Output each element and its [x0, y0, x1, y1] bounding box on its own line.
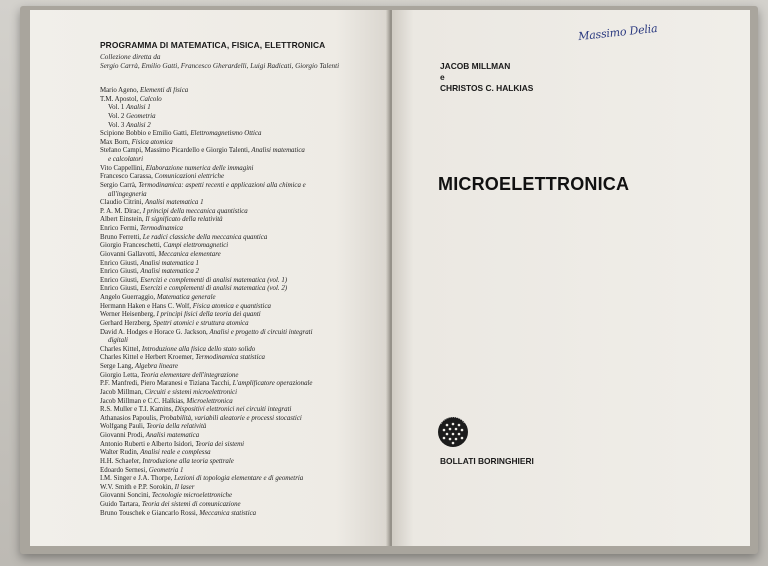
book-author: Giovanni Gallavotti,	[100, 250, 159, 258]
collection-editor-names: Sergio Carrà, Emilio Gatti, Francesco Gherardelli, Luigi Radicati, Giorgio Talenti	[100, 62, 340, 71]
book-entry	[100, 329, 390, 338]
book-entry	[100, 406, 390, 415]
book-title-italic: Campi elettromagnetici	[163, 242, 229, 250]
book-author: Serge Lang,	[100, 363, 135, 370]
book-entry	[100, 130, 390, 139]
book-entry	[100, 182, 390, 191]
book-entry	[100, 363, 390, 372]
book-author: R.S. Muller e T.I. Kamins,	[100, 406, 175, 414]
book-title-italic: Il significato della relatività	[145, 216, 223, 224]
book-entry	[100, 458, 390, 467]
book-title-italic: Tecnologie microelettroniche	[151, 492, 233, 500]
book-entry	[100, 225, 390, 234]
book-entry	[100, 191, 390, 200]
book-author: Walter Rudin,	[100, 449, 141, 457]
book-entry	[100, 475, 390, 484]
book-list	[100, 87, 390, 518]
book-title-italic: Il laser	[174, 483, 195, 491]
book-entry	[100, 104, 390, 113]
series-title: PROGRAMMA DI MATEMATICA, FISICA, ELETTRONICA	[100, 40, 326, 50]
author-conjunction: e	[440, 72, 445, 83]
book-entry	[100, 113, 390, 122]
book-title-italic: Termodinamica: aspetti recenti e applicazioni alla chimica e	[138, 181, 306, 189]
book-author: Antonio Ruberti e Alberto Isidori,	[100, 440, 196, 448]
book-author: Enrico Giusti,	[100, 276, 141, 284]
book-author: Angelo Guerraggio,	[100, 294, 157, 301]
book-author: Vol. 1	[108, 104, 127, 112]
book-author: Sergio Carrà,	[100, 181, 139, 189]
book-author: Werner Heisenberg,	[100, 311, 157, 319]
book-entry	[100, 173, 390, 182]
book-title-italic: Introduzione alla fisica dello stato solido	[141, 345, 256, 353]
book-author: Bruno Touschek e Giancarlo Rossi,	[100, 509, 200, 517]
book-title-italic: Analisi matematica 2	[140, 268, 199, 276]
book-author: Francesco Carassa,	[100, 173, 155, 181]
right-page	[392, 10, 750, 546]
book-author: Hermann Haken e Hans C. Wolf,	[100, 302, 193, 310]
book-title-italic: Fisica atomica	[131, 138, 173, 146]
book-title-italic: Teoria della relatività	[146, 423, 207, 431]
book-author: Vol. 2	[108, 112, 127, 120]
book-title-italic: Analisi reale e complessa	[140, 449, 211, 457]
book-title-italic: Esercizi e complementi di analisi matematica (vol. 2)	[140, 285, 288, 293]
book-title-italic: I principi fisici della teoria dei quanti	[156, 311, 261, 319]
book-title-italic: I principi della meccanica quantistica	[142, 207, 248, 215]
book-author: Edoardo Sernesi,	[100, 466, 149, 474]
book-author: Bruno Ferretti,	[100, 233, 143, 241]
book-author: W.V. Smith e P.P. Sorokin,	[100, 483, 175, 491]
book-author: Scipione Bobbio e Emilio Gatti,	[100, 130, 191, 138]
book-entry	[100, 467, 390, 476]
book-title-italic: digitali	[108, 337, 128, 345]
book-title-italic: Lezioni di topologia elementare e di geometria	[174, 475, 304, 483]
book-author: Claudio Citrini,	[100, 199, 145, 207]
book-author: P. A. M. Dirac,	[100, 207, 143, 215]
book-author: Jacob Millman,	[100, 388, 145, 396]
book-author: Charles Kittel e Herbert Kroemer,	[100, 354, 196, 362]
book-author: Enrico Fermi,	[100, 225, 140, 232]
book-author: Jacob Millman e C.C. Halkias,	[100, 397, 187, 405]
author-2: CHRISTOS C. HALKIAS	[440, 83, 534, 94]
book-title-italic: Analisi 2	[126, 121, 151, 129]
book-title-italic: Termodinamica	[140, 225, 184, 232]
book-title-italic: Analisi matematica 1	[140, 259, 199, 267]
handwritten-signature: Massimo Delia	[577, 21, 658, 44]
book-title-italic: Teoria dei sistemi di comunicazione	[141, 501, 241, 508]
book-title-italic: Analisi 1	[126, 104, 151, 112]
book-title-italic: Elaborazione numerica delle immagini	[145, 164, 254, 172]
book-author: Max Born,	[100, 138, 132, 146]
book-entry	[100, 216, 390, 225]
book-title-italic: Geometria 1	[148, 466, 184, 474]
book-author: Giovanni Soncini,	[100, 492, 152, 500]
book-entry	[100, 242, 390, 251]
book-title-italic: Fisica atomica e quantistica	[192, 302, 271, 310]
book-title-italic: e calcolatori	[108, 156, 144, 163]
book-author: P.F. Manfredi, Piero Maranesi e Tiziana Tacchi,	[100, 380, 233, 388]
book-title-italic: Matematica generale	[156, 294, 216, 301]
book-author: Enrico Giusti,	[100, 268, 141, 276]
book-entry	[100, 372, 390, 381]
book-title-italic: Analisi e progetto di circuiti integrati	[209, 328, 313, 336]
book-title-italic: Microelettronica	[186, 397, 233, 405]
book-entry	[100, 277, 390, 286]
book-entry	[100, 96, 390, 105]
book-title-italic: Geometria	[126, 112, 156, 120]
book-entry	[100, 337, 390, 346]
book-entry	[100, 156, 390, 165]
book-author: Wolfgang Pauli,	[100, 423, 147, 431]
book-entry	[100, 147, 390, 156]
book-author: T.M. Apostol,	[100, 95, 140, 103]
book-author: H.H. Schaefer,	[100, 457, 143, 465]
book-author: Athanasios Papoulis,	[100, 414, 160, 422]
book-entry	[100, 510, 390, 519]
book-title-italic: Circuiti e sistemi microelettronici	[144, 388, 238, 396]
book-entry	[100, 294, 390, 303]
book-title-italic: Le radici classiche della meccanica quantica	[142, 233, 268, 241]
book-title-italic: Esercizi e complementi di analisi matematica (vol. 1)	[140, 276, 288, 284]
publisher-name: BOLLATI BORINGHIERI	[440, 456, 534, 466]
book-entry	[100, 354, 390, 363]
book-entry	[100, 389, 390, 398]
book-entry	[100, 311, 390, 320]
book-title-italic: Meccanica elementare	[158, 250, 221, 258]
book-title-italic: Analisi matematica	[145, 432, 200, 439]
book-entry	[100, 251, 390, 260]
book-title-italic: Introduzione alla teoria spettrale	[142, 457, 234, 465]
book-entry	[100, 87, 390, 96]
book-title-italic: L'amplificatore operazionale	[232, 380, 313, 388]
book-title-italic: Calcolo	[139, 95, 162, 103]
book-title-italic: Comunicazioni elettriche	[154, 173, 224, 181]
book-entry	[100, 260, 390, 269]
book-entry	[100, 199, 390, 208]
book-entry	[100, 122, 390, 131]
book-entry	[100, 285, 390, 294]
book-author: Giorgio Franceschetti,	[100, 242, 164, 250]
book-title-italic: Teoria elementare dell'integrazione	[140, 371, 239, 379]
book-title: MICROELETTRONICA	[438, 174, 630, 194]
book-title-italic: Meccanica statistica	[199, 509, 257, 517]
book-entry	[100, 346, 390, 355]
book-entry	[100, 139, 390, 148]
book-title-italic: Spettri atomici e struttura atomica	[153, 319, 249, 327]
book-author: Charles Kittel,	[100, 345, 142, 353]
book-author: Mario Ageno,	[100, 87, 140, 94]
book-title-italic: Termodinamica statistica	[195, 354, 266, 362]
authors-block	[440, 61, 533, 95]
book-title-italic: Dispositivi elettronici nei circuiti integrati	[174, 406, 292, 414]
book-author: Giorgio Letta,	[100, 371, 141, 379]
book-author: Gerhard Herzberg,	[100, 319, 154, 327]
book-entry	[100, 449, 390, 458]
book-entry	[100, 234, 390, 243]
book-entry	[100, 415, 390, 424]
book-author: Stefano Campi, Massimo Picardello e Giorgio Talenti,	[100, 147, 252, 155]
book-entry	[100, 320, 390, 329]
book-entry	[100, 423, 390, 432]
book-author: Vol. 3	[108, 121, 127, 129]
book-entry	[100, 441, 390, 450]
book-entry	[100, 432, 390, 441]
book-entry	[100, 303, 390, 312]
author-1: JACOB MILLMAN	[440, 61, 511, 71]
book-entry	[100, 492, 390, 501]
book-author: Enrico Giusti,	[100, 285, 141, 293]
book-author: David A. Hodges e Horace G. Jackson,	[100, 328, 210, 336]
book-title-italic: Elettromagnetismo Ottica	[190, 130, 262, 138]
book-entry	[100, 398, 390, 407]
book-title-italic: Analisi matematica 1	[144, 199, 204, 207]
book-title-italic: Probabilità, variabili aleatorie e processi stocastici	[159, 414, 302, 422]
book-author: Guido Tartara,	[100, 501, 142, 508]
book-author: Albert Einstein,	[100, 216, 146, 224]
book-title-italic: Teoria dei sistemi	[195, 440, 245, 448]
publisher-dotted-circle-icon	[436, 415, 470, 449]
left-page	[30, 10, 390, 546]
book-entry	[100, 208, 390, 217]
book-title-italic: Algebra lineare	[134, 363, 179, 370]
collection-label: Collezione diretta da	[100, 53, 161, 61]
book-author: Enrico Giusti,	[100, 259, 141, 267]
book-entry	[100, 380, 390, 389]
book-entry	[100, 268, 390, 277]
book-entry	[100, 165, 390, 174]
collection-editors	[100, 53, 390, 72]
book-author: Giovanni Prodi,	[100, 432, 146, 439]
book-title-italic: Elementi di fisica	[140, 87, 189, 94]
book-author: Vito Cappellini,	[100, 164, 146, 172]
book-entry	[100, 484, 390, 493]
book-entry	[100, 501, 390, 510]
book-author: I.M. Singer e J.A. Thorpe,	[100, 475, 175, 483]
book-title-italic: Analisi matematica	[251, 147, 305, 155]
book-title-italic: all'ingegneria	[108, 190, 147, 198]
